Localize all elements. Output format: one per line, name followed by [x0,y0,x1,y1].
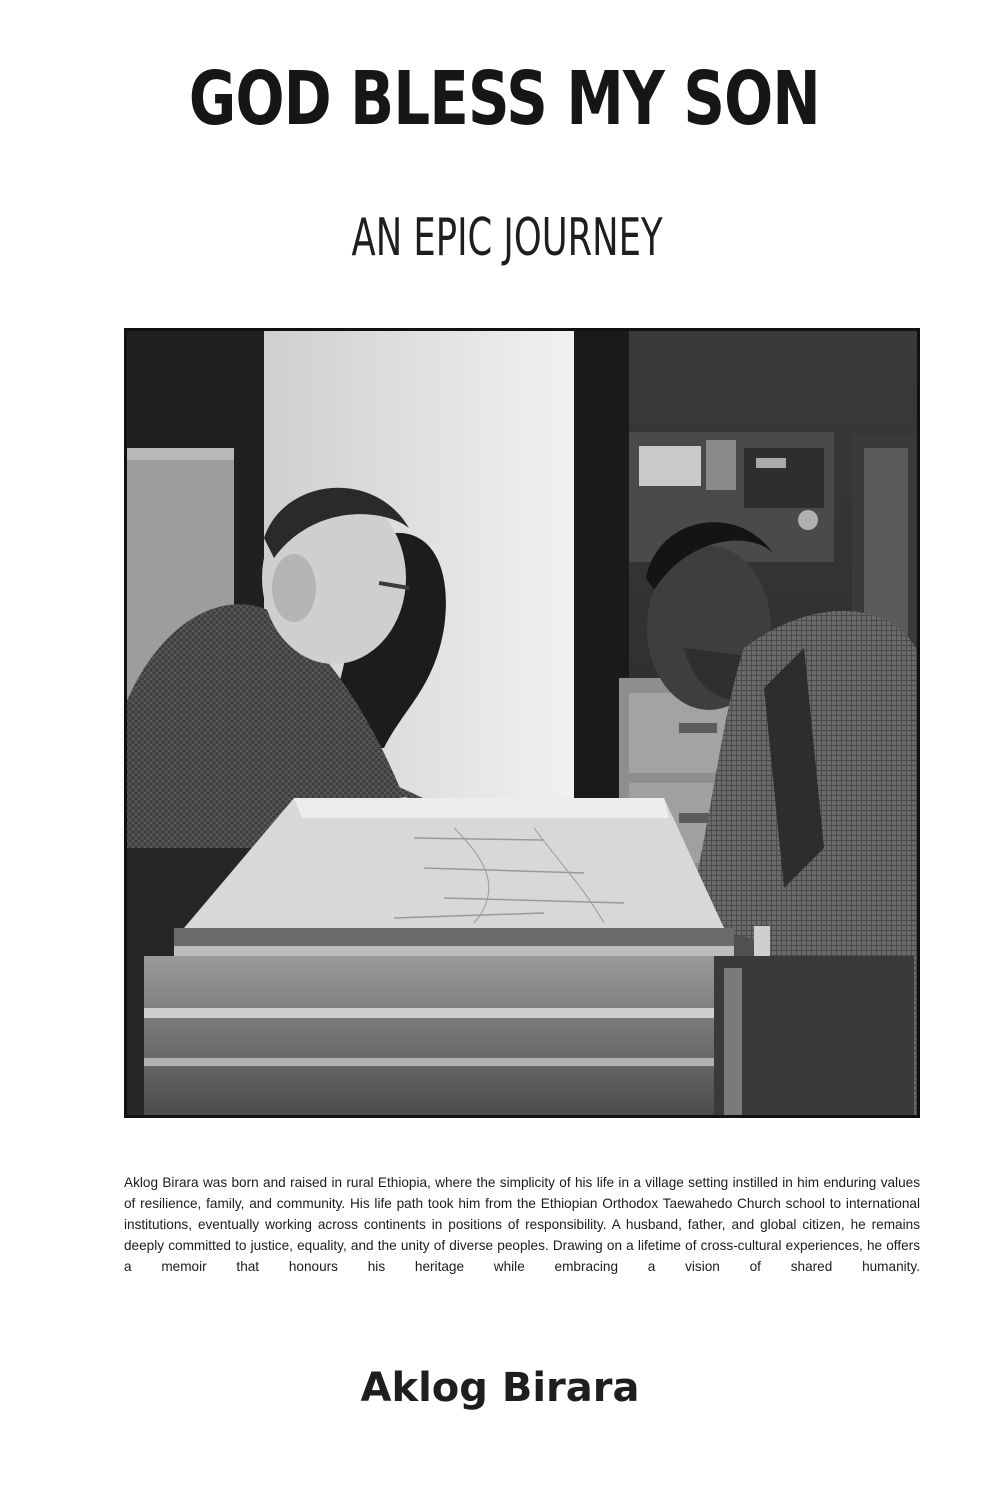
book-subtitle: AN EPIC JOURNEY [351,208,663,268]
author-bio-blurb: Aklog Birara was born and raised in rural Ethiopia, where the simplicity of his life in a village setting instilled in him enduring values of resilience, family, and community. His life path took him from the Ethiopian Orthodox Taewahedo Church school to international institutions, eventually working across continents in positions of responsibility. A husband, father, and global citizen, he remains deeply committed to justice, equality, and the unity of diverse peoples. Drawing on a lifetime of cross-cultural experiences, he offers a memoir that honours his heritage while embracing a vision of shared humanity. [124,1175,920,1274]
author-name: Aklog Birara [360,1365,640,1411]
cover-photo [124,328,920,1118]
book-title: GOD BLESS MY SON [188,56,820,142]
cover-photo-illustration [124,328,920,1118]
